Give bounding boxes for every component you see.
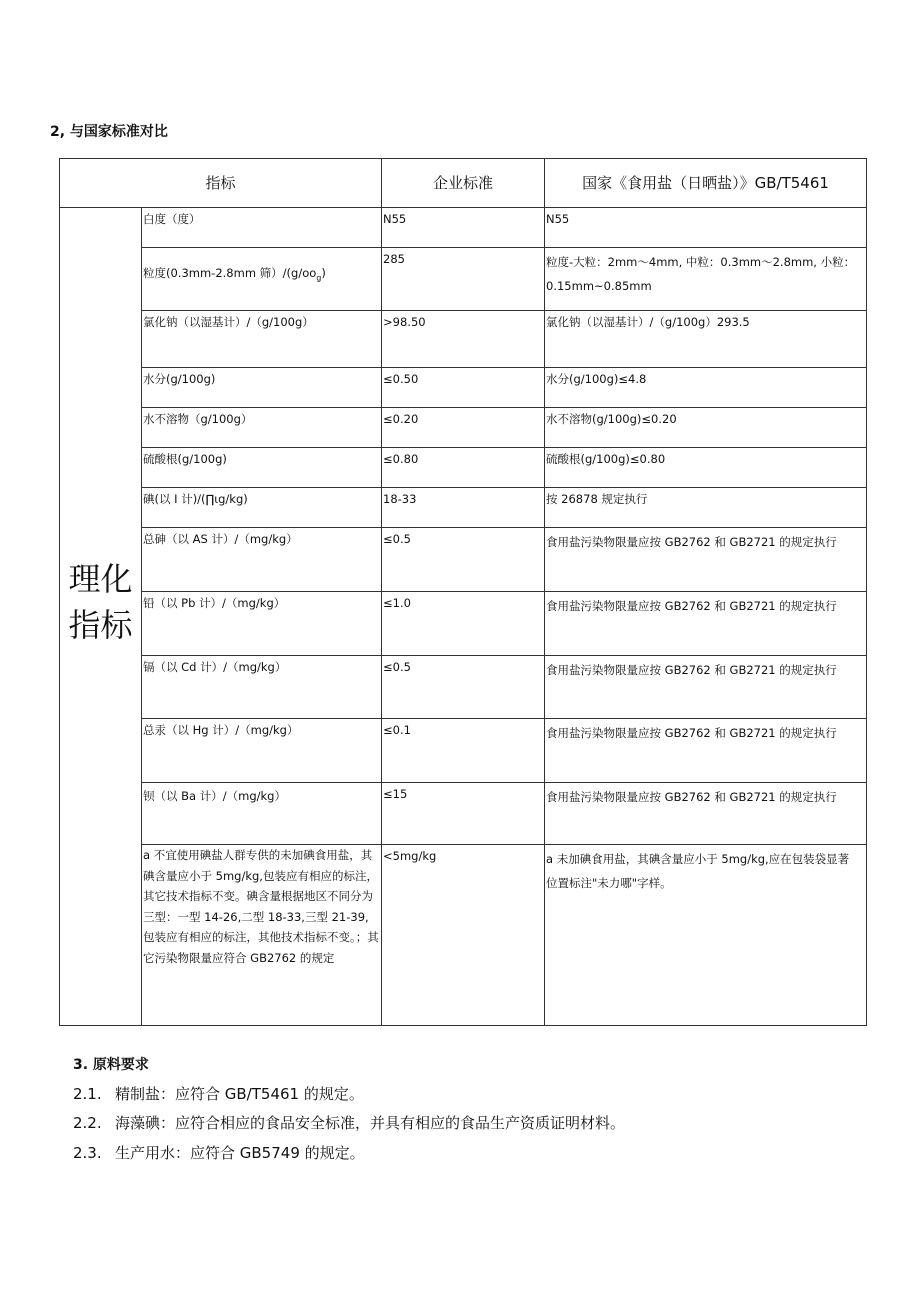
national-text: 食用盐污染物限量应按 GB2762 和 GB2721 的规定执行	[546, 726, 837, 740]
requirement-text: 精制盐：应符合 GB/T5461 的规定。	[115, 1085, 364, 1103]
standards-comparison-table	[59, 158, 867, 1026]
indicator-cell: 硫酸根(g∕100g)	[142, 448, 382, 488]
table-row	[60, 783, 867, 845]
national-value	[545, 783, 867, 845]
enterprise-value: ≤0.1	[382, 719, 545, 783]
table-row	[60, 208, 867, 248]
indicator-cell: 水分(g∕100g)	[142, 368, 382, 408]
table-row	[60, 719, 867, 783]
header-indicator: 指标	[60, 159, 382, 208]
national-value: 硫酸根(g∕100g)≤0.80	[545, 448, 867, 488]
enterprise-value: ≤1.0	[382, 592, 545, 656]
enterprise-value: ≤0.20	[382, 408, 545, 448]
indicator-cell: 总砷（以 AS 计）/（mg∕kg）	[142, 528, 382, 592]
enterprise-value: ≤0.50	[382, 368, 545, 408]
indicator-cell: 白度（度）	[142, 208, 382, 248]
enterprise-value: 285	[382, 248, 545, 311]
indicator-main: 粒度(0.3mm-2.8mm 筛）/(g∕oo	[143, 266, 317, 280]
national-value: N55	[545, 208, 867, 248]
enterprise-value: ≤0.5	[382, 656, 545, 719]
national-value: 水不溶物(g∕100g)≤0.20	[545, 408, 867, 448]
table-row	[60, 311, 867, 368]
header-enterprise-standard: 企业标准	[382, 159, 545, 208]
requirement-item	[73, 1083, 364, 1104]
requirement-number: 2.3.	[73, 1144, 102, 1162]
indicator-text	[143, 266, 326, 283]
enterprise-value: N55	[382, 208, 545, 248]
national-value	[545, 845, 867, 1026]
enterprise-value: <5mg/kg	[382, 845, 545, 1026]
requirement-number: 2.2.	[73, 1114, 102, 1132]
requirement-number: 2.1.	[73, 1085, 102, 1103]
table-row	[60, 448, 867, 488]
enterprise-value: ≤15	[382, 783, 545, 845]
indicator-cell	[142, 248, 382, 311]
indicator-cell: 镉（以 Cd 计）/（mg∕kg）	[142, 656, 382, 719]
category-label-line1: 理化	[68, 559, 133, 598]
indicator-cell: 总汞（以 Hg 计）/（mg∕kg）	[142, 719, 382, 783]
indicator-subscript: g	[316, 273, 322, 283]
national-text: 食用盐污染物限量应按 GB2762 和 GB2721 的规定执行	[546, 663, 837, 677]
table-row	[60, 528, 867, 592]
category-cell	[60, 208, 142, 1026]
section-3-title: 3. 原料要求	[73, 1057, 149, 1073]
enterprise-value: 18-33	[382, 488, 545, 528]
indicator-cell: 铅（以 Pb 计）/（mg∕kg）	[142, 592, 382, 656]
table-row	[60, 656, 867, 719]
table-row	[60, 248, 867, 311]
requirement-text: 海藻碘：应符合相应的食品安全标准，并具有相应的食品生产资质证明材料。	[115, 1114, 626, 1132]
table-row	[60, 408, 867, 448]
indicator-cell: 水不溶物（g∕100g）	[142, 408, 382, 448]
indicator-cell: 钡（以 Ba 计）/（mg∕kg）	[142, 783, 382, 845]
national-value	[545, 248, 867, 311]
national-text: 粒度-大粒：2mm～4mm, 中粒：0.3mm～2.8mm, 小粒：0.15mm~0.85mm	[546, 255, 856, 293]
requirement-item	[73, 1142, 365, 1163]
enterprise-value: ≤0.80	[382, 448, 545, 488]
national-text: 食用盐污染物限量应按 GB2762 和 GB2721 的规定执行	[546, 599, 837, 613]
table-row	[60, 368, 867, 408]
indicator-tail: )	[321, 266, 326, 280]
national-value	[545, 528, 867, 592]
indicator-cell: 氯化钠（以湿基计）/（g∕100g）	[142, 311, 382, 368]
table-header-row	[60, 159, 867, 208]
requirement-text: 生产用水：应符合 GB5749 的规定。	[115, 1144, 365, 1162]
national-value	[545, 656, 867, 719]
enterprise-value: >98.50	[382, 311, 545, 368]
category-label-line2: 指标	[68, 605, 133, 644]
header-national-standard: 国家《食用盐（日晒盐）》GB/T5461	[545, 159, 867, 208]
national-value	[545, 592, 867, 656]
table-row	[60, 488, 867, 528]
requirement-item	[73, 1112, 625, 1133]
national-text: a 未加碘食用盐，其碘含量应小于 5mg/kg,应在包装袋显著位置标注"未力哪"字样。	[546, 852, 850, 890]
national-value	[545, 719, 867, 783]
national-value: 氯化钠（以湿基计）/（g∕100g）293.5	[545, 311, 867, 368]
national-text: 食用盐污染物限量应按 GB2762 和 GB2721 的规定执行	[546, 535, 837, 549]
enterprise-value: ≤0.5	[382, 528, 545, 592]
indicator-cell: 碘(以 I 计)/(∏ιg∕kg)	[142, 488, 382, 528]
table-row	[60, 845, 867, 1026]
national-value: 按 26878 规定执行	[545, 488, 867, 528]
table-row	[60, 592, 867, 656]
indicator-note-cell: a 不宜使用碘盐人群专供的未加碘食用盐，其碘含量应小于 5mg∕kg,包装应有相应的标注，其它技术指标不变。碘含量根据地区不同分为三型：一型 14-26,二型 18-33,三型 21-39,包装应有相应的标注，其他技术指标不变。；其它污染物限量应符合 GB2762 的规定	[142, 845, 382, 1026]
national-value: 水分(g∕100g)≤4.8	[545, 368, 867, 408]
national-text: 食用盐污染物限量应按 GB2762 和 GB2721 的规定执行	[546, 790, 837, 804]
section-2-title: 2, 与国家标准对比	[50, 124, 168, 140]
